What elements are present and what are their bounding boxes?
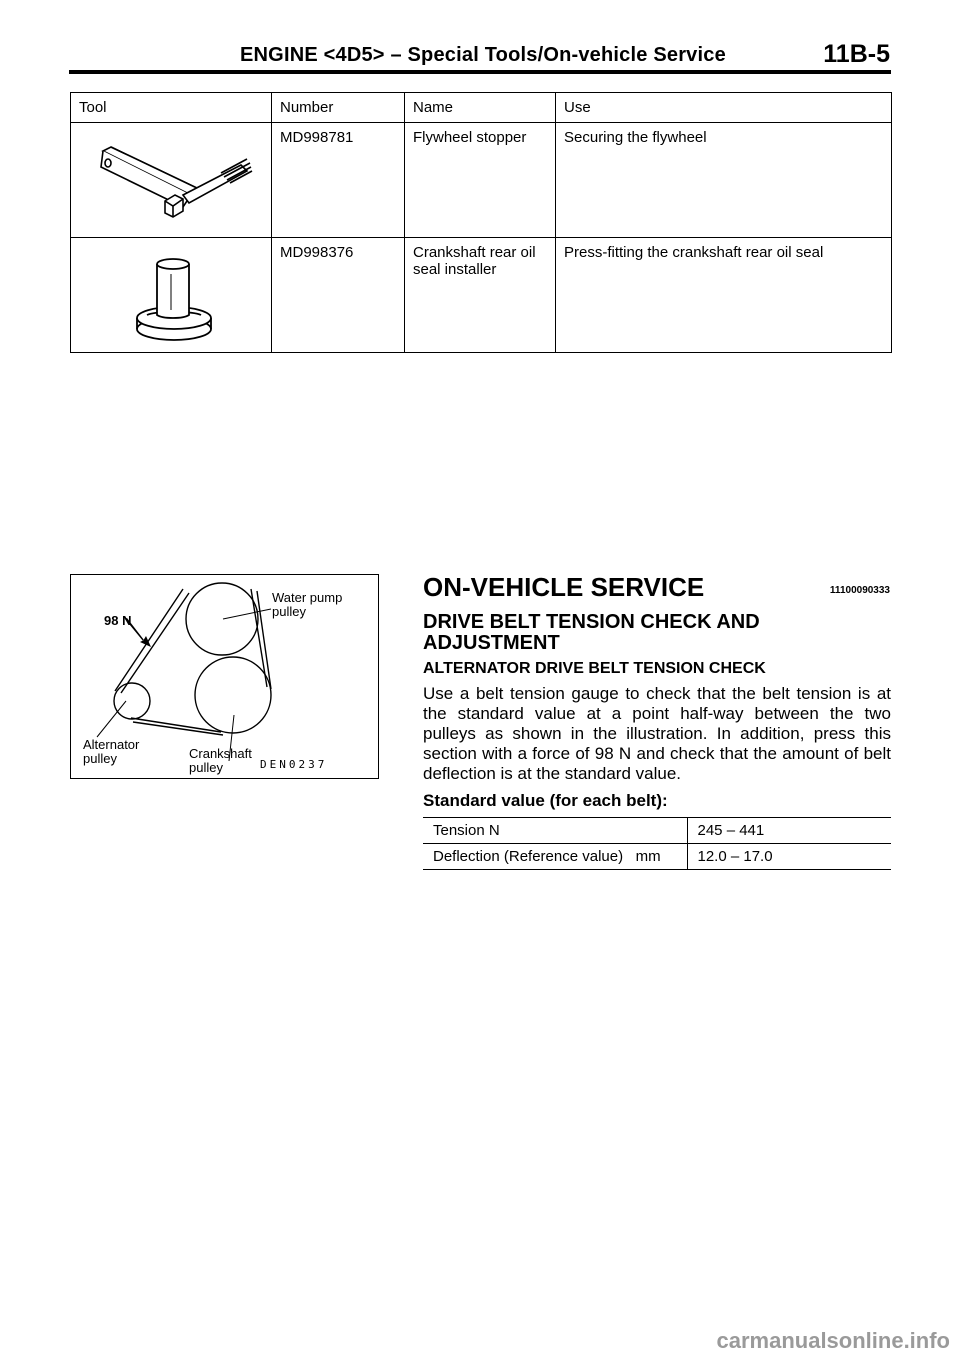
tool-use: Press-fitting the crankshaft rear oil seal (556, 238, 892, 353)
tool-number: MD998781 (272, 123, 405, 238)
alternator-pulley-label: Alternator pulley (83, 737, 140, 766)
standard-value-label: Standard value (for each belt): (423, 791, 668, 810)
table-header-row (71, 93, 892, 123)
table-row (423, 818, 891, 844)
column-header-name: Name (405, 93, 556, 123)
crankshaft-pulley-label: Crankshaft pulley (189, 746, 252, 775)
column-header-number: Number (272, 93, 405, 123)
table-row (71, 238, 892, 353)
page-number: 11B-5 (823, 40, 890, 68)
tool-number: MD998376 (272, 238, 405, 353)
subsection-title: DRIVE BELT TENSION CHECK AND ADJUSTMENT (423, 611, 760, 654)
tool-name: Flywheel stopper (405, 123, 556, 238)
body-paragraph: Use a belt tension gauge to check that the belt tension is at the standard value at a point half-way between the two pulleys as shown in the illustration. In addition, press this section with a force of 98 N and check that the amount of belt deflection is at the standard value. (423, 684, 891, 783)
watermark: carmanualsonline.info (716, 1328, 950, 1353)
tool-image-cell (71, 238, 272, 353)
tool-name: Crankshaft rear oil seal installer (405, 238, 556, 353)
belt (115, 589, 189, 693)
spec-item: Deflection (Reference value) mm (423, 844, 687, 870)
table-row (423, 844, 891, 870)
column-header-use: Use (556, 93, 892, 123)
water-pump-pulley-label: Water pump pulley (272, 590, 343, 619)
subsubsection-title: ALTERNATOR DRIVE BELT TENSION CHECK (423, 660, 766, 677)
special-tools-table (70, 92, 892, 353)
header-rule (69, 70, 891, 74)
spec-value: 12.0 – 17.0 (687, 844, 891, 870)
spec-item: Tension N (423, 818, 687, 844)
flywheel-stopper-icon (71, 123, 271, 237)
column-header-tool: Tool (71, 93, 272, 123)
force-label: 98 N (104, 613, 132, 628)
oil-seal-installer-icon (71, 238, 271, 352)
section-title: ON-VEHICLE SERVICE (423, 572, 705, 602)
section-code: 11100090333 (829, 585, 890, 596)
table-row (71, 123, 892, 238)
tool-use: Securing the flywheel (556, 123, 892, 238)
spec-value: 245 – 441 (687, 818, 891, 844)
figure-code: DEN0237 (260, 758, 328, 771)
header-title: ENGINE <4D5> – Special Tools/On-vehicle Service (240, 44, 726, 66)
tool-image-cell (71, 123, 272, 238)
alternator-pulley (114, 683, 150, 719)
water-pump-pulley (186, 583, 258, 655)
standard-value-table (423, 817, 891, 870)
